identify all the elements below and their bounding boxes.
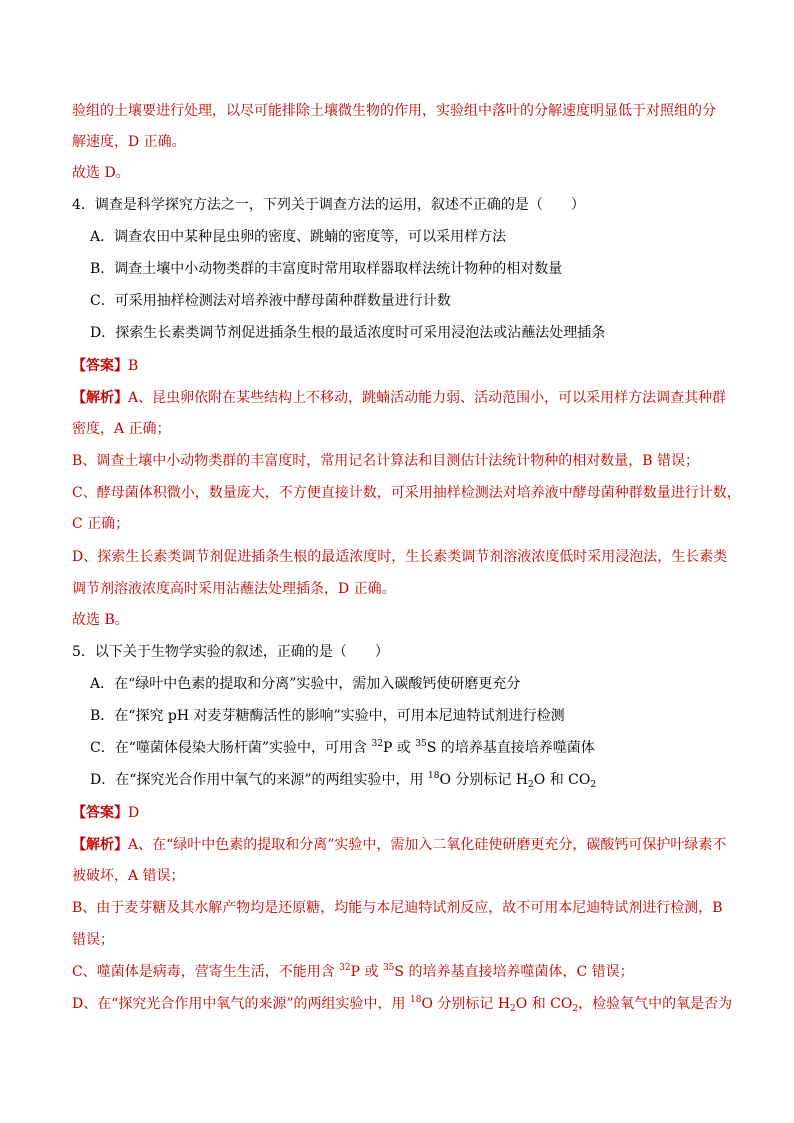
- q4-analysis-line-1: [72, 388, 726, 408]
- q5-stem: 5．以下关于生物学实验的叙述，正确的是（ ）: [72, 644, 389, 660]
- q5-option-d-text: D．在“探究光合作用中氧气的来源”的两组实验中，用: [90, 772, 428, 788]
- q4-analysis-text-1: A、昆虫卵依附在某些结构上不移动，跳蝻活动能力弱、活动范围小，可以采用样方法调查其种群: [128, 390, 727, 406]
- q4-option-d: D．探索生长素类调节剂促进插条生根的最适浓度时可采用浸泡法或沾蘸法处理插条: [90, 325, 606, 341]
- q5-option-c-element-p: P 或: [382, 740, 416, 756]
- q5-analysis-d-isotope-o: 18: [410, 995, 422, 1005]
- q5-analysis-c-element-p: P 或: [350, 964, 383, 980]
- q4-analysis-line-6: D、探索生长素类调节剂促进插条生根的最适浓度时，生长素类调节剂溶液浓度低时采用浸泡法，生长素类: [72, 549, 728, 565]
- q5-analysis-c-isotope-s: 35: [382, 963, 395, 973]
- q5-analysis-c-text: C、噬菌体是病毒，营寄生生活，不能用含: [72, 964, 340, 980]
- q5-analysis-label: 【解析】: [72, 837, 128, 853]
- q5-analysis-d-text-end: ，检验氧气中的氧是否为: [578, 996, 733, 1012]
- q4-analysis-line-5: C 正确；: [72, 516, 130, 532]
- q5-analysis-line-4: 错误；: [72, 932, 114, 948]
- q5-option-b: B．在“探究 pH 对麦芽糖酶活性的影响”实验中，可用本尼迪特试剂进行检测: [90, 708, 565, 724]
- q4-analysis-line-2: 密度，A 正确；: [72, 421, 171, 437]
- intro-line-2: 解速度，D 正确。: [72, 134, 186, 150]
- q4-analysis-line-4: C、酵母菌体积微小，数量庞大，不方便直接计数，可采用抽样检测法对培养液中酵母菌种群数量进行计数，: [72, 485, 741, 501]
- q4-answer-value: B: [128, 358, 139, 374]
- q4-analysis-label: 【解析】: [72, 390, 128, 406]
- q4-stem: 4．调查是科学探究方法之一，下列关于调查方法的运用，叙述不正确的是（ ）: [72, 197, 585, 213]
- q4-answer-label: 【答案】: [72, 358, 128, 374]
- q5-analysis-line-3: B、由于麦芽糖及其水解产物均是还原糖，均能与本尼迪特试剂反应，故不可用本尼迪特试剂进行检测，B: [72, 900, 723, 916]
- q5-analysis-text-1: A、在“绿叶中色素的提取和分离”实验中，需加入二氧化硅使研磨更充分，碳酸钙可保护叶绿素不: [128, 837, 727, 853]
- q5-analysis-c-isotope-p: 32: [339, 963, 351, 973]
- q4-analysis-line-7: 调节剂溶液浓度高时采用沾蘸法处理插条，D 正确。: [72, 581, 396, 597]
- q5-option-c-text-end: S 的培养基直接培养噬菌体: [426, 740, 595, 756]
- q5-analysis-line-2: 被破坏，A 错误；: [72, 868, 185, 884]
- q5-analysis-d-text: D、在“探究光合作用中氧气的来源”的两组实验中，用: [72, 996, 410, 1012]
- q5-option-c-isotope-s: 35: [415, 739, 427, 749]
- q5-option-c-isotope-p: 32: [371, 739, 383, 749]
- q5-option-c-text: C．在“噬菌体侵染大肠杆菌”实验中，可用含: [90, 740, 372, 756]
- q5-analysis-d-sub-h2: 2: [510, 1004, 516, 1014]
- intro-conclusion: 故选 D。: [72, 165, 130, 181]
- q4-option-a: A．调查农田中某种昆虫卵的密度、跳蝻的密度等，可以采用样方法: [90, 229, 507, 245]
- q5-option-d-co: O 和 CO: [533, 772, 591, 788]
- q4-answer: [72, 356, 138, 376]
- q5-analysis-d-sub-co2: 2: [572, 1004, 579, 1014]
- q5-option-d-isotope-o: 18: [428, 771, 440, 781]
- q5-analysis-c-text-end: S 的培养基直接培养噬菌体，C 错误；: [394, 964, 634, 980]
- q5-option-d-water: O 分别标记 H: [439, 772, 529, 788]
- q4-conclusion: 故选 B。: [72, 612, 129, 628]
- q5-answer-value: D: [128, 805, 140, 821]
- q5-analysis-d-water: O 分别标记 H: [421, 996, 511, 1012]
- q4-analysis-line-3: B、调查土壤中小动物类群的丰富度时，常用记名计算法和目测估计法统计物种的相对数量，B 错误；: [72, 453, 700, 469]
- q5-answer: [72, 803, 139, 823]
- q5-analysis-line-5: [72, 962, 634, 982]
- q5-answer-label: 【答案】: [72, 805, 128, 821]
- q5-analysis-line-6: [72, 994, 732, 1014]
- q4-option-c: C．可采用抽样检测法对培养液中酵母菌种群数量进行计数: [90, 293, 451, 309]
- q5-option-d: [90, 770, 596, 790]
- q5-option-c: [90, 738, 595, 758]
- q4-option-b: B．调查土壤中小动物类群的丰富度时常用取样器取样法统计物种的相对数量: [90, 261, 563, 277]
- q5-analysis-d-co: O 和 CO: [515, 996, 573, 1012]
- q5-option-d-sub-h2: 2: [528, 780, 534, 790]
- q5-option-d-sub-co2: 2: [590, 780, 597, 790]
- q5-option-a: A．在“绿叶中色素的提取和分离”实验中，需加入碳酸钙使研磨更充分: [90, 676, 521, 692]
- q5-analysis-line-1: [72, 835, 726, 855]
- intro-line-1: 验组的土壤要进行处理，以尽可能排除土壤微生物的作用，实验组中落叶的分解速度明显低于对照组的分: [72, 103, 716, 119]
